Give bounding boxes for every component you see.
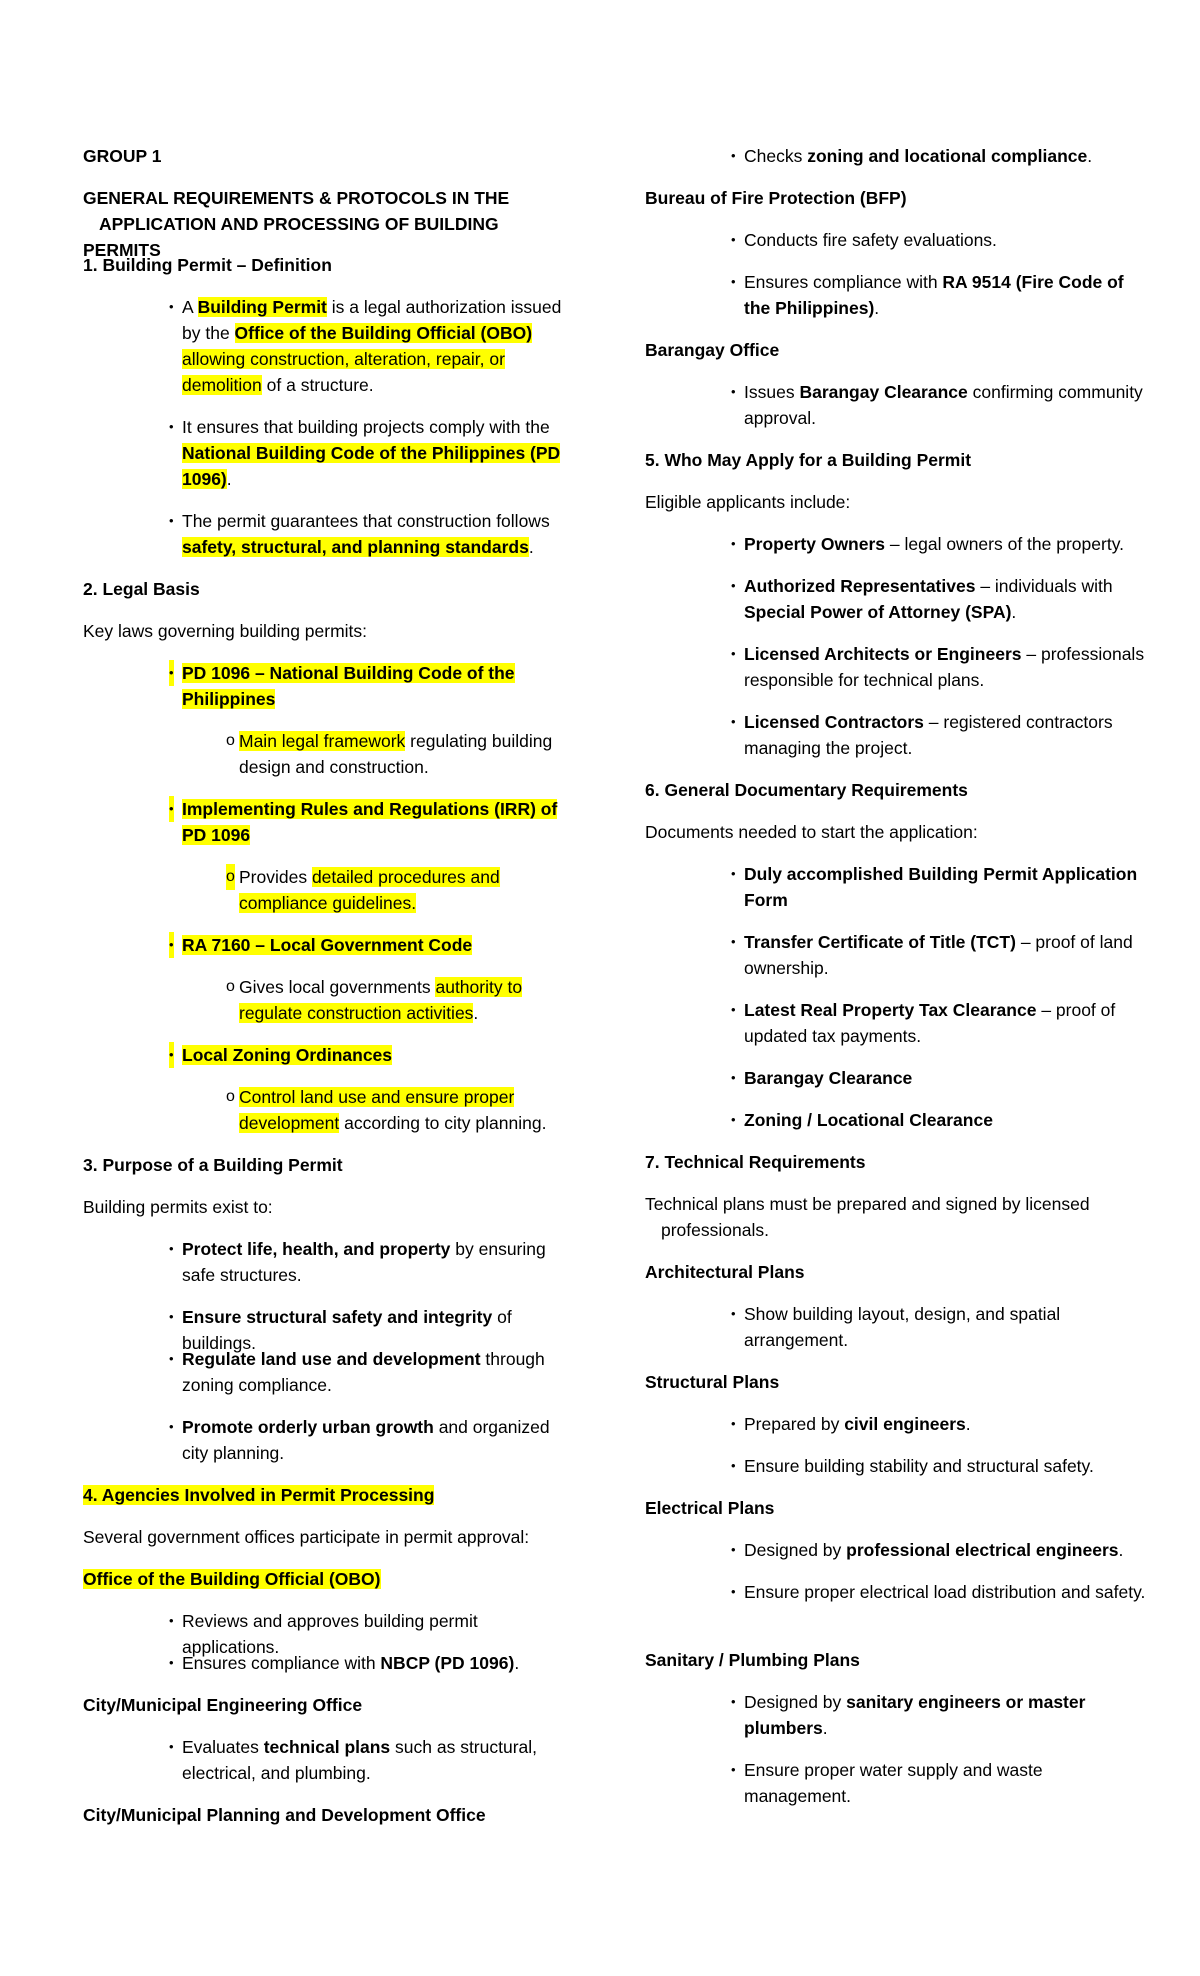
text-run: through zoning compliance. <box>182 1349 545 1395</box>
text-run: Duly accomplished Building Permit Application Form <box>744 864 1138 910</box>
bullet-icon: • <box>169 1419 174 1434</box>
bullet-icon: • <box>731 1458 736 1473</box>
text-run: 4. Agencies Involved in Permit Processing <box>83 1485 435 1505</box>
bullet-icon: • <box>169 1351 174 1366</box>
text-run: Barangay Clearance <box>744 1068 913 1088</box>
text-run <box>731 573 1150 625</box>
text-run <box>731 379 1150 431</box>
text-run: Barangay Clearance <box>799 382 968 402</box>
text-run: by ensuring safe structures. <box>182 1239 546 1285</box>
bullet-icon: • <box>169 1042 174 1068</box>
bullet-icon: o <box>226 1088 235 1105</box>
text-run: according to city planning. <box>339 1113 547 1133</box>
bullet-icon: • <box>731 536 736 551</box>
obo-heading <box>83 1566 573 1592</box>
text-run: Licensed Architects or Engineers <box>744 644 1022 664</box>
section-2-heading <box>83 576 573 602</box>
text-run: The permit guarantees that construction follows <box>182 511 550 531</box>
bullet-icon: • <box>731 646 736 661</box>
text-run: and organized city planning. <box>182 1417 550 1463</box>
text-run: is a legal authorization issued by the <box>182 297 562 343</box>
text-run: Ensure proper water supply and waste management. <box>744 1760 1043 1806</box>
bullet-icon: • <box>731 1762 736 1777</box>
text-run: Latest Real Property Tax Clearance <box>744 1000 1037 1020</box>
text-run: Provides <box>239 867 312 887</box>
bullet-icon: • <box>169 1613 174 1628</box>
text-run: . <box>226 469 232 489</box>
text-run: safety, structural, and planning standards <box>182 537 529 557</box>
text-run: authority to regulate construction activities <box>239 977 523 1023</box>
section-4-heading <box>83 1482 573 1508</box>
text-run: . <box>822 1718 828 1738</box>
text-run: Conducts fire safety evaluations. <box>744 230 997 250</box>
bullet-icon: • <box>169 796 174 822</box>
bullet-icon: • <box>731 1416 736 1431</box>
text-run <box>169 294 573 398</box>
bullet-icon: • <box>731 1542 736 1557</box>
bullet-icon: • <box>169 1309 174 1324</box>
bullet-icon: • <box>169 660 174 686</box>
bullet-icon: • <box>731 866 736 881</box>
bullet-icon: • <box>731 1112 736 1127</box>
text-run: . <box>1118 1540 1124 1560</box>
text-run <box>731 227 1150 253</box>
text-run: National Building Code of the Philippines (PD 1096) <box>182 443 561 489</box>
text-run: PD 1096 – National Building Code of the Philippines <box>182 663 515 709</box>
text-run: regulating building design and construction. <box>239 731 553 777</box>
bullet-icon: • <box>731 1584 736 1599</box>
text-run: such as structural, electrical, and plumbing. <box>182 1737 538 1783</box>
text-run <box>169 1236 573 1288</box>
text-run: Regulate land use and development <box>182 1349 481 1369</box>
bullet-icon: • <box>169 932 174 958</box>
text-run: GROUP 1 <box>83 146 162 166</box>
text-run <box>731 269 1150 321</box>
sanitary-heading <box>645 1647 1150 1673</box>
text-run: . <box>528 537 534 557</box>
text-run: Sanitary / Plumbing Plans <box>645 1650 860 1670</box>
text-run: Control land use and ensure proper development <box>239 1087 515 1133</box>
text-run: Ensure structural safety and integrity <box>182 1307 493 1327</box>
text-run: Evaluates <box>182 1737 264 1757</box>
s6-intro <box>645 819 1150 845</box>
text-run: City/Municipal Planning and Development Office <box>83 1805 486 1825</box>
bullet-icon: • <box>169 513 174 528</box>
group-label <box>83 143 573 169</box>
text-run <box>169 1414 573 1466</box>
bullet-icon: • <box>731 274 736 289</box>
cpdo-heading <box>83 1802 573 1828</box>
s3-intro <box>83 1194 573 1220</box>
text-run <box>731 997 1150 1049</box>
text-run: Ensure proper electrical load distribution and safety. <box>744 1582 1146 1602</box>
text-run <box>169 508 573 560</box>
text-run <box>731 1579 1150 1605</box>
bullet-icon: • <box>731 384 736 399</box>
section-6-heading <box>645 777 1150 803</box>
text-run: professional electrical engineers <box>846 1540 1119 1560</box>
bullet-icon: • <box>731 148 736 163</box>
bullet-icon: • <box>169 299 174 314</box>
text-run: APPLICATION AND PROCESSING OF BUILDING PERMITS <box>83 214 499 260</box>
text-run: Promote orderly urban growth <box>182 1417 434 1437</box>
text-run: Designed by <box>744 1692 847 1712</box>
bullet-icon: • <box>731 1694 736 1709</box>
text-run: RA 7160 – Local Government Code <box>182 935 473 955</box>
text-run <box>731 1107 1150 1133</box>
struct-heading <box>645 1369 1150 1395</box>
bullet-icon: o <box>226 732 235 749</box>
text-run: technical plans <box>263 1737 391 1757</box>
text-run: Building Permit <box>197 297 327 317</box>
text-run: Gives local governments <box>239 977 436 997</box>
text-run: civil engineers <box>844 1414 966 1434</box>
text-run: 2. Legal Basis <box>83 579 200 599</box>
text-run: – proof of updated tax payments. <box>744 1000 1116 1046</box>
bullet-icon: • <box>731 1070 736 1085</box>
text-run: of a structure. <box>261 375 374 395</box>
bullet-icon: • <box>731 714 736 729</box>
text-run: Authorized Representatives <box>744 576 976 596</box>
text-run <box>731 641 1150 693</box>
text-run: It ensures that building projects comply with the <box>182 417 550 437</box>
text-run: Ensures compliance with <box>182 1653 381 1673</box>
text-run: . <box>1087 146 1093 166</box>
text-run: Architectural Plans <box>645 1262 805 1282</box>
text-run <box>731 1411 1150 1437</box>
barangay-heading <box>645 337 1150 363</box>
text-run: Structural Plans <box>645 1372 780 1392</box>
section-1-heading <box>83 252 573 278</box>
text-run: Issues <box>744 382 800 402</box>
text-run: 1. Building Permit – Definition <box>83 255 332 275</box>
text-run: . <box>965 1414 971 1434</box>
text-run: . <box>473 1003 479 1023</box>
section-7-heading <box>645 1149 1150 1175</box>
text-run: City/Municipal Engineering Office <box>83 1695 363 1715</box>
text-run: sanitary engineers or master plumbers <box>744 1692 1086 1738</box>
s5-intro <box>645 489 1150 515</box>
text-run: allowing construction, alteration, repair, or demolition <box>182 349 505 395</box>
bfp-heading <box>645 185 1150 211</box>
text-run <box>169 932 573 958</box>
s2-intro <box>83 618 573 644</box>
text-run <box>731 861 1150 913</box>
text-run: Local Zoning Ordinances <box>182 1045 393 1065</box>
text-run <box>169 1346 573 1398</box>
arch-heading <box>645 1259 1150 1285</box>
text-run: Building permits exist to: <box>83 1197 273 1217</box>
text-run <box>169 1042 573 1068</box>
text-run: – registered contractors managing the project. <box>744 712 1113 758</box>
text-run <box>731 1301 1150 1353</box>
text-run: GENERAL REQUIREMENTS & PROTOCOLS IN THE <box>83 188 510 208</box>
s4-intro <box>83 1524 573 1550</box>
bullet-icon: • <box>731 934 736 949</box>
bullet-icon: • <box>731 578 736 593</box>
text-run: Reviews and approves building permit applications. <box>182 1611 478 1657</box>
text-run: Office of the Building Official (OBO) <box>83 1569 381 1589</box>
text-run: Technical plans must be prepared and signed by licensed professionals. <box>645 1194 1090 1240</box>
text-run: – proof of land ownership. <box>744 932 1133 978</box>
text-run <box>169 1734 573 1786</box>
text-run: Main legal framework <box>239 731 406 751</box>
text-run <box>731 1537 1150 1563</box>
text-run: Prepared by <box>744 1414 845 1434</box>
text-run <box>731 929 1150 981</box>
text-run: Designed by <box>744 1540 847 1560</box>
s7-intro <box>645 1191 1150 1243</box>
text-run: 7. Technical Requirements <box>645 1152 866 1172</box>
text-run: Special Power of Attorney (SPA) <box>744 602 1012 622</box>
text-run <box>731 143 1150 169</box>
text-run: – individuals with <box>975 576 1113 596</box>
text-run: – legal owners of the property. <box>885 534 1125 554</box>
bullet-icon: • <box>169 1241 174 1256</box>
text-run <box>169 414 573 492</box>
text-run <box>169 660 573 712</box>
section-5-heading <box>645 447 1150 473</box>
ceo-heading <box>83 1692 573 1718</box>
elec-heading <box>645 1495 1150 1521</box>
text-run: Licensed Contractors <box>744 712 924 732</box>
text-run <box>731 1065 1150 1091</box>
text-run: – professionals responsible for technical plans. <box>744 644 1145 690</box>
text-run: Transfer Certificate of Title (TCT) <box>744 932 1016 952</box>
bullet-icon: • <box>169 1655 174 1670</box>
text-run <box>226 864 573 916</box>
text-run: Key laws governing building permits: <box>83 621 368 641</box>
text-run: Office of the Building Official (OBO) <box>234 323 533 343</box>
text-run <box>226 728 573 780</box>
text-run <box>169 1650 573 1676</box>
bullet-icon: • <box>731 1002 736 1017</box>
text-run: Electrical Plans <box>645 1498 775 1518</box>
text-run: Protect life, health, and property <box>182 1239 451 1259</box>
text-run: 6. General Documentary Requirements <box>645 780 968 800</box>
text-run <box>731 531 1150 557</box>
text-run <box>226 974 573 1026</box>
text-run: Implementing Rules and Regulations (IRR) of PD 1096 <box>182 799 558 845</box>
bullet-icon: o <box>226 978 235 995</box>
text-run: . <box>514 1653 520 1673</box>
bullet-icon: • <box>169 1739 174 1754</box>
text-run <box>731 1757 1150 1809</box>
text-run: Checks <box>744 146 808 166</box>
section-3-heading <box>83 1152 573 1178</box>
text-run: Property Owners <box>744 534 886 554</box>
text-run <box>731 709 1150 761</box>
text-run <box>226 1084 573 1136</box>
text-run: Bureau of Fire Protection (BFP) <box>645 188 907 208</box>
text-run: RA 9514 (Fire Code of the Philippines) <box>744 272 1124 318</box>
text-run <box>169 796 573 848</box>
text-run <box>731 1689 1150 1741</box>
bullet-icon: • <box>731 232 736 247</box>
text-run: 3. Purpose of a Building Permit <box>83 1155 343 1175</box>
text-run: . <box>874 298 880 318</box>
text-run: A <box>182 297 198 317</box>
text-run: detailed procedures and compliance guidelines. <box>239 867 500 913</box>
text-run: 5. Who May Apply for a Building Permit <box>645 450 972 470</box>
text-run: . <box>1011 602 1017 622</box>
text-run: confirming community approval. <box>744 382 1143 428</box>
text-run: NBCP (PD 1096) <box>380 1653 515 1673</box>
text-run: Documents needed to start the application: <box>645 822 978 842</box>
text-run: Ensure building stability and structural safety. <box>744 1456 1094 1476</box>
text-run: Zoning / Locational Clearance <box>744 1110 993 1130</box>
text-run: Eligible applicants include: <box>645 492 851 512</box>
bullet-icon: • <box>169 419 174 434</box>
text-run <box>731 1453 1150 1479</box>
bullet-icon: • <box>731 1306 736 1321</box>
text-run: Show building layout, design, and spatial arrangement. <box>744 1304 1061 1350</box>
text-run: of buildings. <box>182 1307 512 1353</box>
bullet-icon: o <box>226 864 235 890</box>
text-run: zoning and locational compliance <box>807 146 1088 166</box>
text-run: Several government offices participate in permit approval: <box>83 1527 530 1547</box>
text-run: Barangay Office <box>645 340 780 360</box>
text-run: Ensures compliance with <box>744 272 943 292</box>
